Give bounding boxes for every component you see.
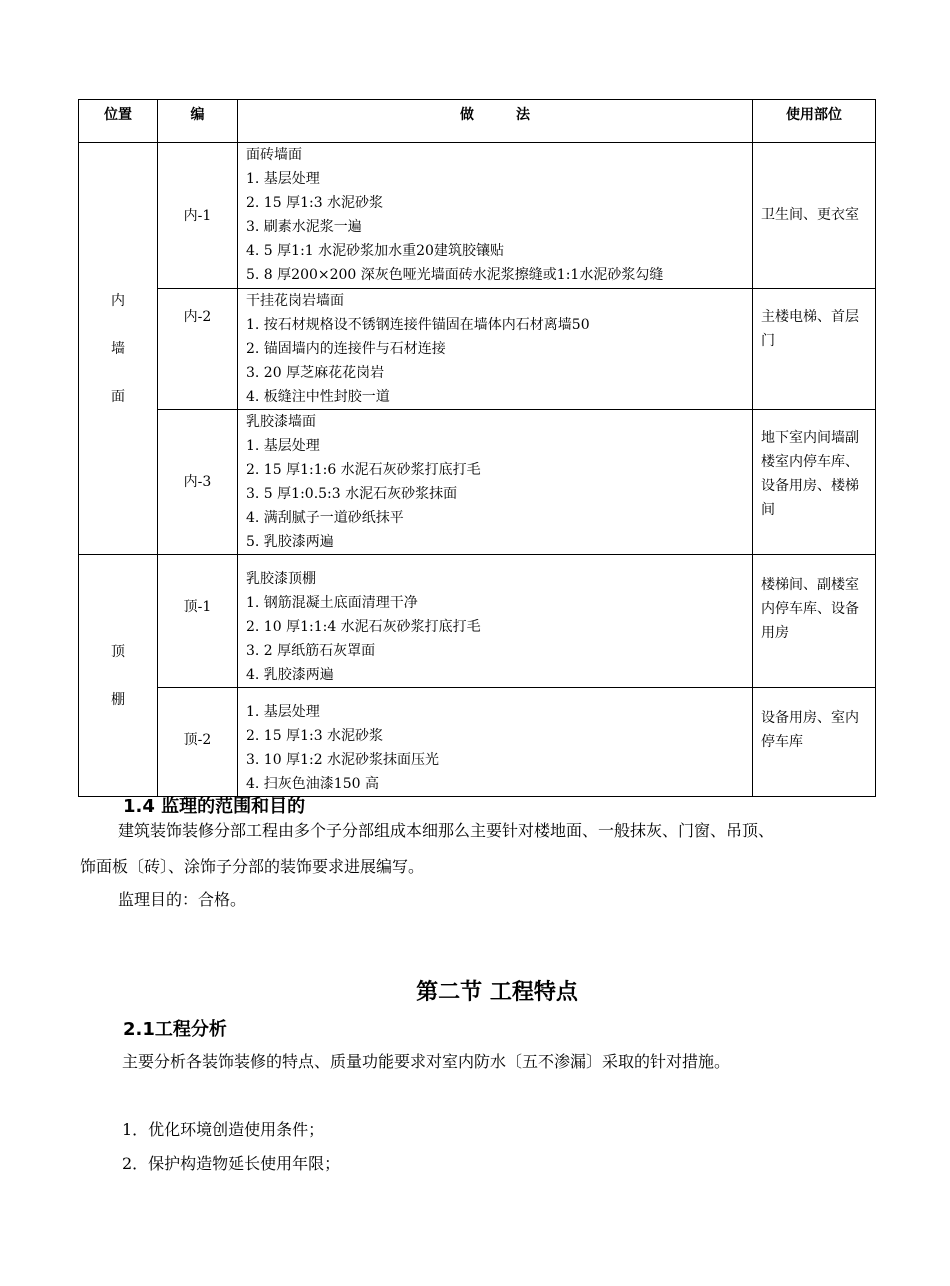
method-line: 2. 锚固墙内的连接件与石材连接 — [246, 341, 446, 357]
position-char: 墙 — [111, 340, 125, 357]
position-cell-inner-wall — [79, 143, 158, 555]
usage-cell — [753, 289, 876, 410]
table-row — [79, 410, 876, 555]
code-cell: 内-1 — [158, 143, 238, 289]
position-char: 面 — [111, 388, 125, 405]
position-char: 顶 — [111, 643, 125, 660]
usage-text: 卫生间、更衣室 — [761, 207, 859, 223]
table-row — [79, 289, 876, 410]
method-line: 1. 基层处理 — [246, 704, 320, 720]
usage-cell — [753, 688, 876, 797]
method-line: 3. 刷素水泥浆一遍 — [246, 219, 362, 235]
method-line: 1. 基层处理 — [246, 438, 320, 454]
usage-text: 设备用房、室内停车库 — [761, 710, 859, 750]
position-char: 内 — [111, 292, 125, 309]
paragraph-scope-line1: 建筑装饰装修分部工程由多个子分部组成本细那么主要针对楼地面、一般抹灰、门窗、吊顶、 — [118, 821, 775, 840]
finish-spec-table — [78, 99, 876, 797]
method-line: 4. 乳胶漆两遍 — [246, 667, 334, 683]
method-line: 5. 乳胶漆两遍 — [246, 534, 334, 550]
section-heading-1-4: 1.4 监理的范围和目的 — [123, 796, 306, 817]
method-line: 4. 板缝注中性封胶一道 — [246, 389, 390, 405]
method-line: 5. 8 厚200×200 深灰色哑光墙面砖水泥浆擦缝或1:1水泥砂浆勾缝 — [246, 267, 664, 283]
code-cell: 顶-2 — [158, 688, 238, 797]
method-line: 2. 15 厚1:1:6 水泥石灰砂浆打底打毛 — [246, 462, 481, 478]
method-cell — [238, 410, 753, 555]
code-cell: 内-3 — [158, 410, 238, 555]
header-method: 做 法 — [238, 100, 753, 143]
header-usage: 使用部位 — [753, 100, 876, 143]
usage-cell — [753, 143, 876, 289]
paragraph-goal: 监理目的：合格。 — [118, 890, 247, 909]
method-line: 2. 15 厚1:3 水泥砂浆 — [246, 728, 384, 744]
header-code: 编 — [158, 100, 238, 143]
usage-text: 地下室内间墙副楼室内停车库、设备用房、楼梯间 — [761, 430, 859, 518]
method-line: 3. 2 厚纸筋石灰罩面 — [246, 643, 376, 659]
usage-cell — [753, 410, 876, 555]
method-line: 3. 20 厚芝麻花花岗岩 — [246, 365, 385, 381]
method-line: 1. 按石材规格设不锈钢连接件锚固在墙体内石材离墙50 — [246, 317, 590, 333]
table-header-row — [79, 100, 876, 143]
method-line: 3. 10 厚1:2 水泥砂浆抹面压光 — [246, 752, 440, 768]
method-line: 1. 基层处理 — [246, 171, 320, 187]
method-line: 2. 15 厚1:3 水泥砂浆 — [246, 195, 384, 211]
method-cell — [238, 289, 753, 410]
header-position: 位置 — [79, 100, 158, 143]
method-line: 4. 扫灰色油漆150 高 — [246, 776, 379, 792]
method-line: 乳胶漆顶棚 — [246, 571, 316, 587]
method-line: 面砖墙面 — [246, 147, 302, 163]
table-row — [79, 688, 876, 797]
method-line: 乳胶漆墙面 — [246, 414, 316, 430]
method-cell — [238, 688, 753, 797]
code-cell: 顶-1 — [158, 555, 238, 688]
table-row — [79, 555, 876, 688]
method-line: 4. 5 厚1:1 水泥砂浆加水重20建筑胶镶贴 — [246, 243, 504, 259]
usage-cell — [753, 555, 876, 688]
method-cell — [238, 143, 753, 289]
method-line: 1. 钢筋混凝土底面清理干净 — [246, 595, 418, 611]
code-cell: 内-2 — [158, 289, 238, 410]
list-item: 1．优化环境创造使用条件； — [122, 1120, 325, 1139]
method-line: 3. 5 厚1:0.5:3 水泥石灰砂浆抹面 — [246, 486, 458, 502]
usage-text: 楼梯间、副楼室内停车库、设备用房 — [761, 577, 859, 641]
list-item: 2．保护构造物延长使用年限； — [122, 1154, 341, 1173]
section-heading-2-1: 2.1工程分析 — [123, 1019, 227, 1040]
method-cell — [238, 555, 753, 688]
table-row — [79, 143, 876, 289]
method-line: 4. 满刮腻子一道砂纸抹平 — [246, 510, 404, 526]
chapter-title: 第二节 工程特点 — [416, 980, 578, 1005]
method-line: 2. 10 厚1:1:4 水泥石灰砂浆打底打毛 — [246, 619, 481, 635]
paragraph-scope-line2: 饰面板〔砖〕、涂饰子分部的装饰要求进展编写。 — [80, 857, 425, 876]
position-char: 棚 — [111, 691, 125, 708]
method-line: 干挂花岗岩墙面 — [246, 293, 344, 309]
position-cell-ceiling — [79, 555, 158, 797]
usage-text: 主楼电梯、首层门 — [761, 309, 859, 349]
paragraph-analysis: 主要分析各装饰装修的特点、质量功能要求对室内防水〔五不渗漏〕采取的针对措施。 — [122, 1052, 731, 1071]
